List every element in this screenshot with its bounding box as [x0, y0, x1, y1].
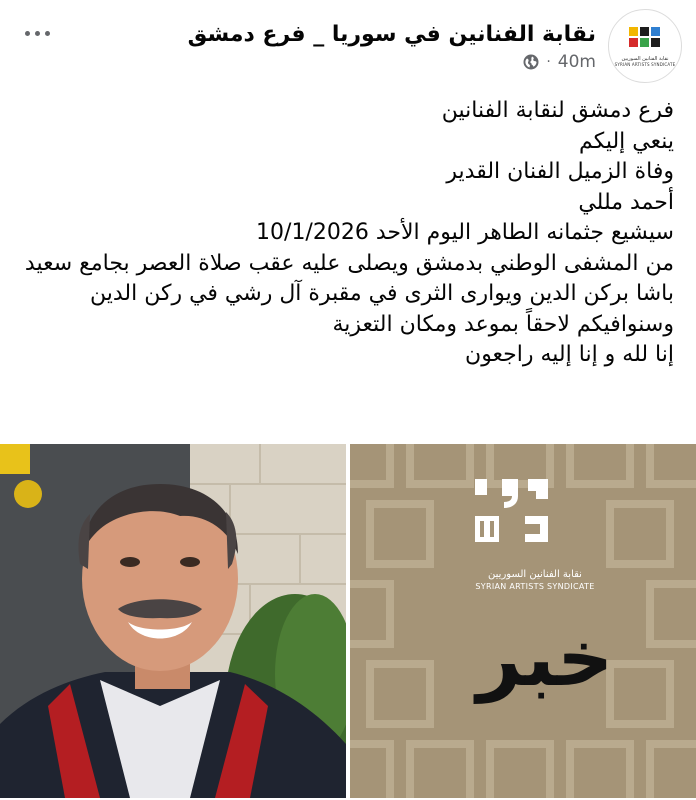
post-line: سيشيع جثمانه الطاهر اليوم الأحد 10/1/2026 — [256, 220, 674, 245]
post-body — [20, 96, 674, 371]
more-dots-icon — [35, 31, 40, 36]
post-line: وسنوافيكم لاحقاً بموعد ومكان التعزية — [332, 311, 674, 337]
post-line: فرع دمشق لنقابة الفنانين — [441, 98, 674, 123]
post-line: وفاة الزميل الفنان القدير — [446, 159, 674, 184]
avatar-logo-ar: نقابة الفنانين السوريين — [621, 56, 669, 62]
syndicate-logo-icon — [625, 25, 665, 55]
more-options-button[interactable] — [14, 20, 60, 46]
avatar-logo-en: SYRIAN ARTISTS SYNDICATE — [614, 62, 676, 67]
news-card-syndicate-en: SYRIAN ARTISTS SYNDICATE — [475, 582, 595, 591]
globe-icon[interactable] — [523, 54, 539, 70]
more-dots-icon — [45, 31, 50, 36]
portrait-photo[interactable] — [0, 444, 346, 798]
header-text — [188, 20, 596, 72]
post-line: أحمد مللي — [578, 189, 674, 215]
post-line: إنا لله و إنا إليه راجعون — [465, 342, 674, 367]
news-card-syndicate-ar: نقابة الفنانين السوريين — [488, 569, 582, 580]
post-line: ينعي إليكم — [579, 128, 674, 154]
post-timestamp[interactable]: 40m — [557, 52, 596, 72]
page-name-link[interactable]: نقابة الفنانين في سوريا _ فرع دمشق — [187, 22, 596, 47]
post-header — [188, 8, 682, 84]
more-dots-icon — [25, 31, 30, 36]
news-card-word: خبر — [476, 614, 614, 704]
page-avatar[interactable] — [608, 9, 682, 83]
post-photos — [0, 444, 696, 798]
post-line: من المشفى الوطني بدمشق ويصلى عليه عقب صلاة العصر بجامع سعيد باشا بركن الدين ويوارى الثرى في مقبرة آل رشي في ركن الدين — [24, 250, 674, 306]
news-card-image[interactable] — [350, 444, 696, 798]
portrait-illustration — [0, 444, 346, 798]
meta-separator: · — [546, 54, 551, 70]
post-meta — [523, 52, 596, 72]
